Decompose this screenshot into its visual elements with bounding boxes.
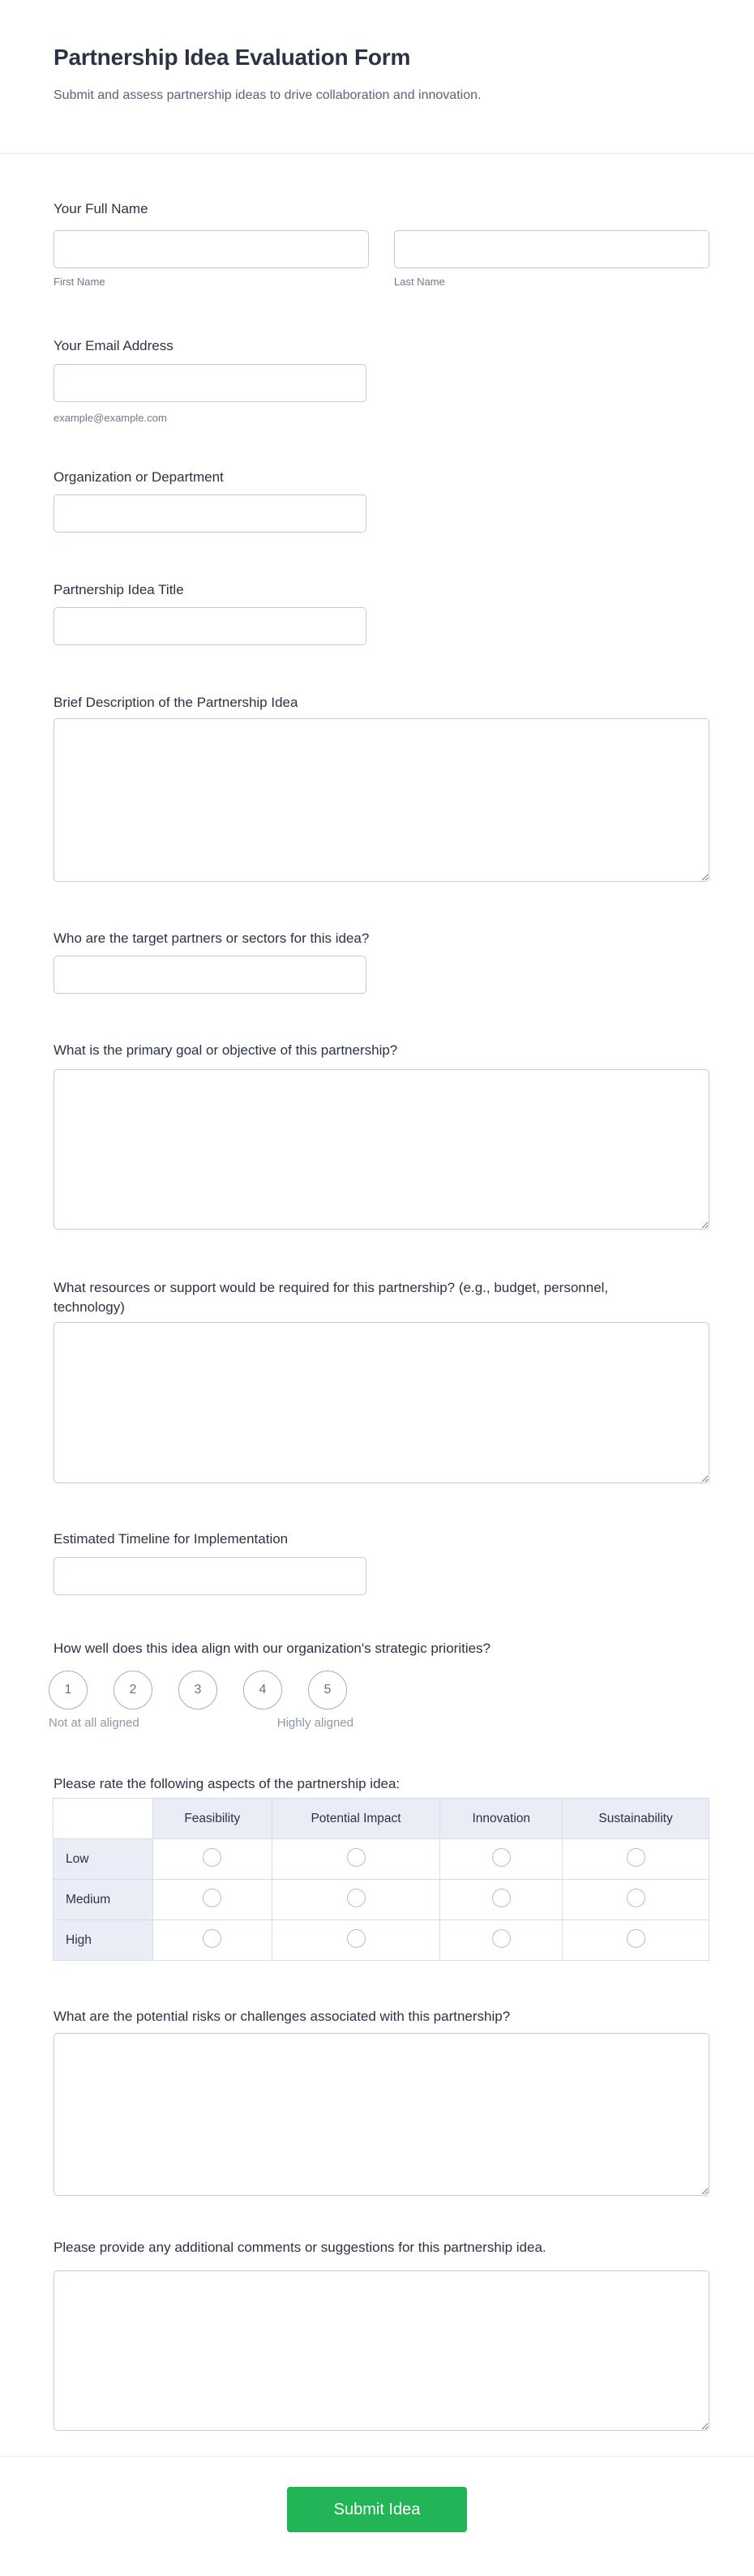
matrix-radio-high-feasibility[interactable] [203,1929,221,1948]
full-name-field [54,230,709,288]
scale-left-label: Not at all aligned [49,1716,139,1730]
form-title: Partnership Idea Evaluation Form [54,45,411,70]
resources-label: What resources or support would be required for this partnership? (e.g., budget, personnel, technology) [54,1280,609,1315]
matrix-col-sustainability: Sustainability [563,1799,709,1839]
scale-endpoint-labels [49,1716,353,1730]
email-label: Your Email Address [54,338,174,353]
matrix-col-innovation: Innovation [440,1799,563,1839]
first-name-sublabel: First Name [54,276,105,288]
scale-option-2[interactable]: 2 [114,1671,152,1709]
header-divider [0,153,754,154]
email-input[interactable] [54,364,366,402]
comments-textarea[interactable] [54,2270,709,2431]
matrix-radio-high-innovation[interactable] [492,1929,511,1948]
matrix-row-medium [54,1880,709,1920]
submit-button[interactable]: Submit Idea [287,2487,467,2532]
organization-input[interactable] [54,494,366,533]
matrix-radio-low-innovation[interactable] [492,1848,511,1867]
form-header [0,0,754,103]
matrix-radio-high-potential-impact[interactable] [347,1929,366,1948]
form-subtitle: Submit and assess partnership ideas to drive collaboration and innovation. [54,88,482,102]
rating-matrix-table [53,1798,709,1961]
matrix-radio-medium-sustainability[interactable] [627,1889,645,1907]
primary-goal-textarea[interactable] [54,1069,709,1230]
matrix-radio-medium-feasibility[interactable] [203,1889,221,1907]
idea-title-input[interactable] [54,607,366,645]
risks-textarea[interactable] [54,2033,709,2196]
primary-goal-label: What is the primary goal or objective of this partnership? [54,1042,398,1058]
matrix-row-high [54,1920,709,1961]
alignment-scale [49,1671,353,1709]
scale-option-4[interactable]: 4 [243,1671,282,1709]
rating-matrix-label: Please rate the following aspects of the partnership idea: [54,1776,401,1791]
last-name-sublabel: Last Name [394,276,445,288]
description-label: Brief Description of the Partnership Idea [54,695,298,710]
scale-right-label: Highly aligned [276,1716,353,1730]
matrix-radio-low-sustainability[interactable] [627,1848,645,1867]
matrix-row-high-label: High [54,1920,153,1961]
matrix-col-potential-impact: Potential Impact [272,1799,440,1839]
scale-option-3[interactable]: 3 [178,1671,217,1709]
last-name-input[interactable] [394,230,709,268]
scale-option-5[interactable]: 5 [308,1671,347,1709]
matrix-row-low [54,1839,709,1880]
resources-textarea[interactable] [54,1322,709,1483]
footer-divider [0,2456,754,2457]
comments-label: Please provide any additional comments or suggestions for this partnership idea. [54,2240,546,2255]
matrix-radio-low-feasibility[interactable] [203,1848,221,1867]
matrix-row-medium-label: Medium [54,1880,153,1920]
matrix-radio-low-potential-impact[interactable] [347,1848,366,1867]
idea-title-label: Partnership Idea Title [54,582,184,597]
alignment-scale-label: How well does this idea align with our organization's strategic priorities? [54,1641,491,1656]
description-textarea[interactable] [54,718,709,882]
matrix-radio-high-sustainability[interactable] [627,1929,645,1948]
email-sublabel: example@example.com [54,412,167,424]
matrix-col-feasibility: Feasibility [152,1799,272,1839]
scale-option-1[interactable]: 1 [49,1671,88,1709]
target-partners-label: Who are the target partners or sectors for this idea? [54,931,370,946]
timeline-input[interactable] [54,1557,366,1595]
matrix-radio-medium-potential-impact[interactable] [347,1889,366,1907]
matrix-radio-medium-innovation[interactable] [492,1889,511,1907]
first-name-input[interactable] [54,230,369,268]
target-partners-input[interactable] [54,956,366,994]
organization-label: Organization or Department [54,469,224,485]
matrix-corner-cell [54,1799,153,1839]
full-name-label: Your Full Name [54,201,148,216]
timeline-label: Estimated Timeline for Implementation [54,1531,289,1547]
risks-label: What are the potential risks or challenges associated with this partnership? [54,2009,511,2024]
matrix-row-low-label: Low [54,1839,153,1880]
